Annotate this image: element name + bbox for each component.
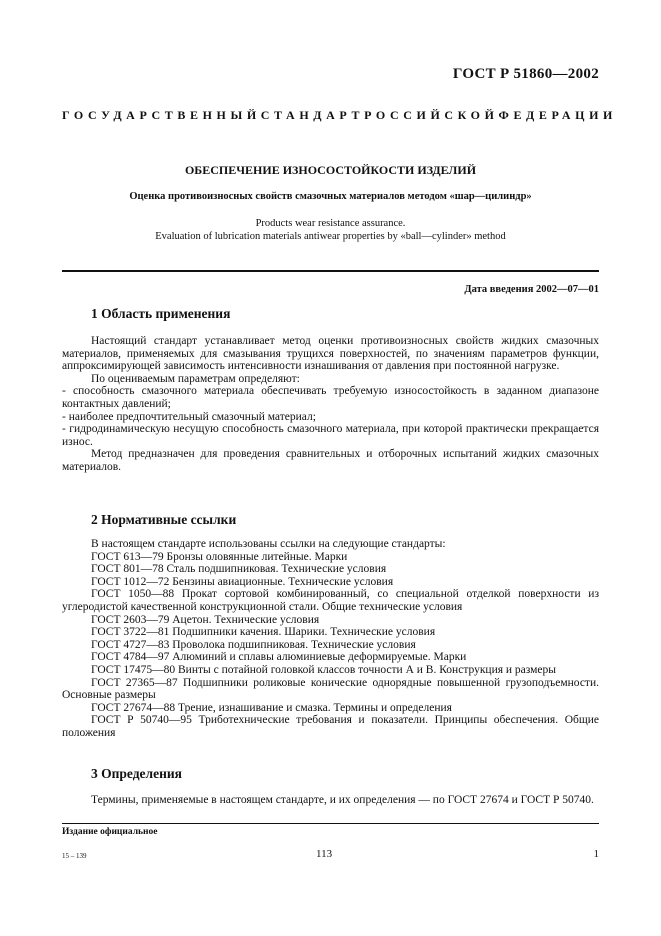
state-standard-banner: [62, 108, 617, 123]
english-title-line: Products wear resistance assurance.: [255, 218, 406, 229]
banner-word: ФЕДЕРАЦИИ: [498, 108, 617, 122]
reference-item: ГОСТ Р 50740—95 Триботехнические требования и показатели. Принципы обеспечения. Общие положения: [62, 714, 599, 739]
list-item: - наиболее предпочтительный смазочный материал;: [62, 410, 316, 423]
page-number: 113: [316, 848, 333, 860]
reference-item: ГОСТ 2603—79 Ацетон. Технические условия: [91, 613, 320, 626]
footer-divider: [62, 823, 599, 824]
list-item: - способность смазочного материала обеспечивать требуемую износостойкость в заданном диапазоне контактных давлений;: [62, 385, 599, 410]
paragraph: Термины, применяемые в настоящем стандарте, и их определения — по ГОСТ 27674 и ГОСТ Р 50740.: [91, 794, 594, 806]
document-subtitle: Оценка противоизносных свойств смазочных материалов методом «шар—цилиндр»: [129, 191, 532, 202]
section-3-heading: 3 Определения: [91, 766, 182, 781]
reference-item: ГОСТ 27674—88 Трение, изнашивание и смазка. Термины и определения: [91, 701, 452, 714]
sheet-number: 1: [593, 848, 599, 860]
paragraph: Метод предназначен для проведения сравнительных и отборочных испытаний жидких смазочных материалов.: [62, 448, 599, 473]
section-1-body: [62, 335, 599, 474]
title-divider: [62, 270, 599, 272]
reference-item: ГОСТ 4784—97 Алюминий и сплавы алюминиевые деформируемые. Марки: [91, 651, 467, 664]
reference-item: ГОСТ 17475—80 Винты с потайной головкой классов точности А и В. Конструкция и размеры: [91, 663, 557, 676]
print-code: 15 – 139: [62, 852, 87, 860]
paragraph: По оцениваемым параметрам определяют:: [91, 372, 300, 385]
section-2-body: [62, 538, 599, 740]
standard-code: ГОСТ Р 51860—2002: [452, 66, 599, 82]
paragraph: Настоящий стандарт устанавливает метод оценки противоизносных свойств жидких смазочных материалов, применяемых для смазывания трущихся поверхностей, по значениям параметров функции, аппроксимирующей зависимость интенсивности изнашивания от давления при постоянной нагрузке.: [62, 335, 599, 373]
banner-word: СТАНДАРТ: [260, 108, 365, 122]
paragraph: В настоящем стандарте использованы ссылки на следующие стандарты:: [91, 538, 446, 550]
introduction-date: Дата введения 2002—07—01: [464, 284, 599, 295]
section-1-heading: 1 Область применения: [91, 306, 231, 321]
document-title: ОБЕСПЕЧЕНИЕ ИЗНОСОСТОЙКОСТИ ИЗДЕЛИЙ: [184, 163, 477, 177]
official-edition-label: Издание официальное: [62, 827, 158, 837]
reference-item: ГОСТ 801—78 Сталь подшипниковая. Технические условия: [91, 563, 387, 576]
reference-item: ГОСТ 1012—72 Бензины авиационные. Технические условия: [91, 575, 394, 588]
section-2-heading: 2 Нормативные ссылки: [91, 512, 237, 527]
section-3-body: [62, 794, 599, 807]
reference-item: ГОСТ 27365—87 Подшипники роликовые конические однорядные повышенной грузоподъемности. Основные размеры: [62, 676, 599, 702]
reference-item: ГОСТ 3722—81 Подшипники качения. Шарики. Технические условия: [91, 626, 436, 639]
english-title-line: Evaluation of lubrication materials antiwear properties by «ball—cylinder» method: [155, 231, 506, 242]
reference-item: ГОСТ 4727—83 Проволока подшипниковая. Технические условия: [91, 638, 416, 651]
list-item: - гидродинамическую несущую способность смазочного материала, при которой практически прекращается износ.: [62, 423, 599, 448]
reference-item: ГОСТ 1050—88 Прокат сортовой комбинированный, со специальной отделкой поверхности из углеродистой качественной конструкционной стали. Общие технические условия: [62, 588, 599, 613]
reference-item: ГОСТ 613—79 Бронзы оловянные литейные. Марки: [91, 550, 348, 563]
banner-word: РОССИЙСКОЙ: [364, 108, 499, 122]
banner-word: ГОСУДАРСТВЕННЫЙ: [62, 108, 261, 122]
english-title: [62, 217, 599, 243]
